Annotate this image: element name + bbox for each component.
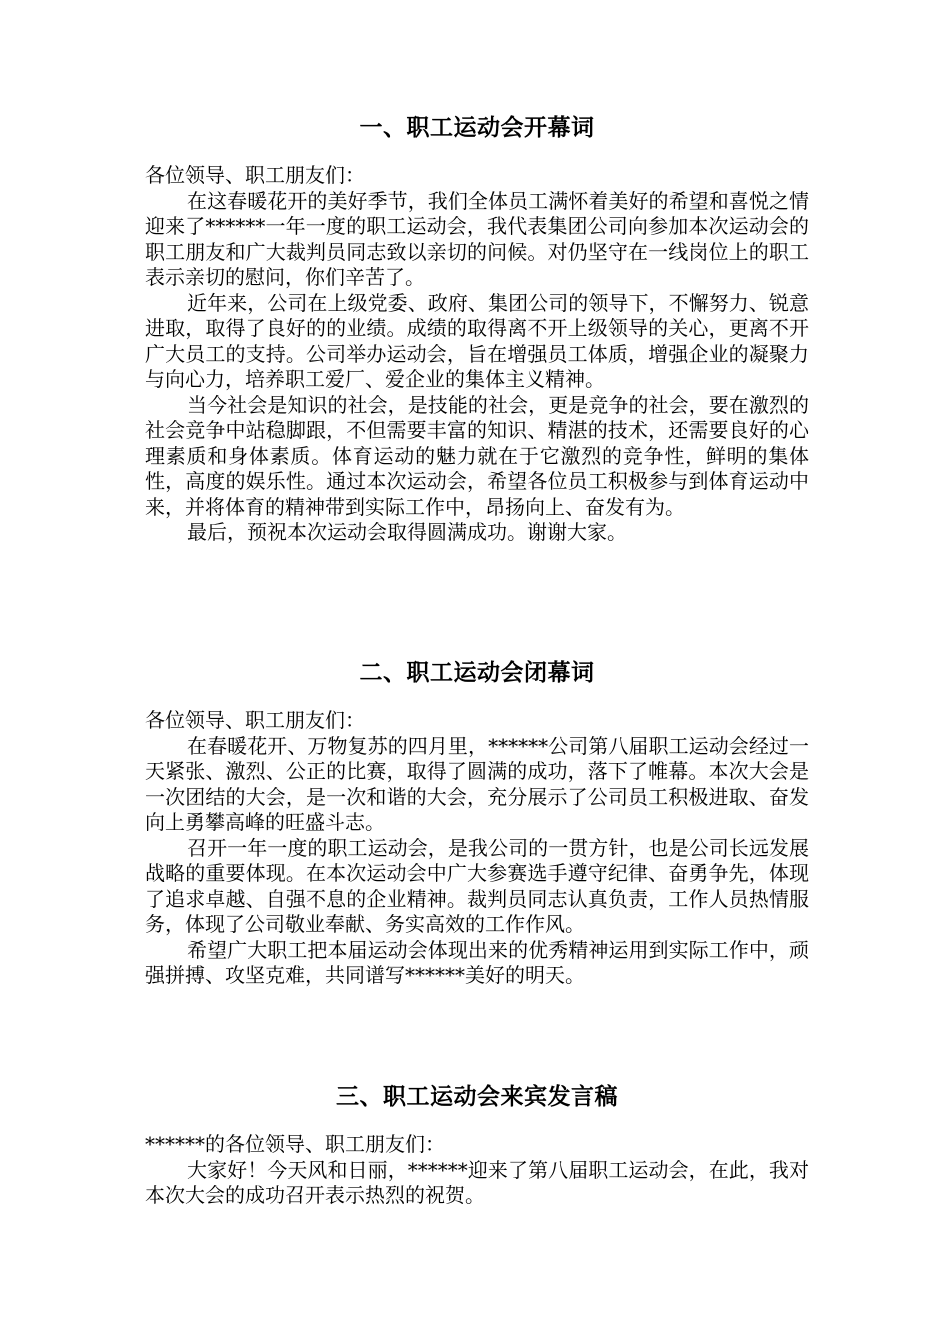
section-guest-speech <box>145 1082 809 1209</box>
paragraph: 大家好！今天风和日丽，******迎来了第八届职工运动会，在此，我对本次大会的成功召开表示热烈的祝贺。 <box>145 1157 809 1207</box>
paragraph: 最后，预祝本次运动会取得圆满成功。谢谢大家。 <box>187 520 627 544</box>
salutation: ******的各位领导、职工朋友们： <box>145 1132 445 1156</box>
section-title: 一、职工运动会开幕词 <box>359 114 595 141</box>
paragraph: 在这春暖花开的美好季节，我们全体员工满怀着美好的希望和喜悦之情迎来了******一年一度的职工运动会，我代表集团公司向参加本次运动会的职工朋友和广大裁判员同志致以亲切的问候。对仍坚守在一线岗位上的职工表示亲切的慰问，你们辛苦了。 <box>145 188 809 289</box>
paragraph: 召开一年一度的职工运动会，是我公司的一贯方针，也是公司长远发展战略的重要体现。在本次运动会中广大参赛选手遵守纪律、奋勇争先，体现了追求卓越、自强不息的企业精神。裁判员同志认真负责，工作人员热情服务，体现了公司敬业奉献、务实高效的工作作风。 <box>145 835 809 936</box>
salutation: 各位领导、职工朋友们： <box>145 163 365 187</box>
paragraph: 在春暖花开、万物复苏的四月里，******公司第八届职工运动会经过一天紧张、激烈、公正的比赛，取得了圆满的成功，落下了帷幕。本次大会是一次团结的大会，是一次和谐的大会，充分展示了公司员工积极进取、奋发向上勇攀高峰的旺盛斗志。 <box>145 733 809 834</box>
paragraph: 当今社会是知识的社会，是技能的社会，更是竞争的社会，要在激烈的社会竞争中站稳脚跟，不但需要丰富的知识、精湛的技术，还需要良好的心理素质和身体素质。体育运动的魅力就在于它激烈的竞争性，鲜明的集体性，高度的娱乐性。通过本次运动会，希望各位员工积极参与到体育运动中来，并将体育的精神带到实际工作中，昂扬向上、奋发有为。 <box>145 392 809 519</box>
salutation: 各位领导、职工朋友们： <box>145 708 365 732</box>
section-closing-speech <box>145 658 809 989</box>
paragraph: 希望广大职工把本届运动会体现出来的优秀精神运用到实际工作中，顽强拼搏、攻坚克难，共同谱写******美好的明天。 <box>145 937 809 987</box>
section-title: 二、职工运动会闭幕词 <box>359 659 595 686</box>
paragraph: 近年来，公司在上级党委、政府、集团公司的领导下，不懈努力、锐意进取，取得了良好的的业绩。成绩的取得离不开上级领导的关心，更离不开广大员工的支持。公司举办运动会，旨在增强员工体质，增强企业的凝聚力与向心力，培养职工爱厂、爱企业的集体主义精神。 <box>145 290 809 391</box>
section-opening-speech <box>145 113 809 546</box>
section-title: 三、职工运动会来宾发言稿 <box>336 1083 618 1110</box>
